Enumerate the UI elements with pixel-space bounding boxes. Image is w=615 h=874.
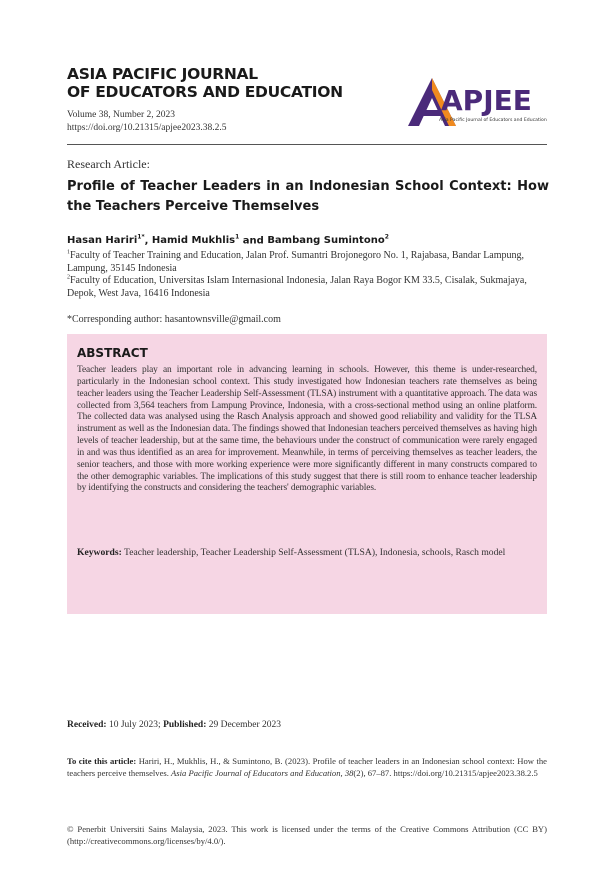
journal-title [67, 65, 387, 101]
journal-title-line2: OF EDUCATORS AND EDUCATION [67, 83, 343, 101]
citation-pages-doi[interactable]: (2), 67–87. https://doi.org/10.21315/apjee2023.38.2.5 [353, 768, 538, 778]
received-date: 10 July 2023; [108, 720, 161, 730]
logo-subtitle: Asia Pacific Journal of Educators and Education [439, 118, 547, 123]
affiliation-2-text: $^2$Faculty of Education, Universitas Islam Internasional Indonesia, Jalan Raya Bogor KM 33.5, Cisalak, Sukmajaya, Depok, West Java, 16416 Indonesia [67, 275, 527, 300]
journal-title-line1: ASIA PACIFIC JOURNAL [67, 65, 258, 83]
authors: Hasan Hariri$^{1*}$, Hamid Mukhlis$^1$ and Bambang Sumintono$^2$ [67, 234, 389, 247]
apjee-logo [405, 72, 555, 130]
citation-text: Hariri, H., Mukhlis, H., & Sumintono, B. (2023). Profile of teacher leaders in an Indonesian school context: How the teachers perceive themselves. [67, 756, 547, 778]
author-2: Hamid Mukhlis$^1$ [151, 234, 240, 247]
keywords-text: Teacher leadership, Teacher Leadership Self-Assessment (TLSA), Indonesia, schools, Rasch model [124, 547, 506, 558]
volume-info: Volume 38, Number 2, 2023 [67, 110, 176, 120]
apjee-triangle-logo-icon [405, 72, 555, 130]
affiliation-1-text: $^1$Faculty of Teacher Training and Education, Jalan Prof. Sumantri Brojonegoro No. 1, Rajabasa, Bandar Lampung, Lampung, 35145 Indonesia [67, 250, 525, 275]
dates [67, 720, 281, 730]
keywords-label: Keywords: [77, 547, 122, 558]
journal-meta [67, 109, 226, 135]
author-3: Bambang Sumintono$^2$ [267, 234, 389, 247]
header-divider [67, 144, 547, 145]
published-date: 29 December 2023 [208, 720, 282, 730]
author-1: Hasan Hariri$^{1*}$ [67, 234, 145, 247]
article-title: Profile of Teacher Leaders in an Indonesian School Context: How the Teachers Perceive Themselves [67, 179, 549, 214]
affiliation-2 [67, 272, 537, 301]
logo-text: APJEE [441, 84, 532, 117]
article-type: Research Article: [67, 157, 150, 171]
received-label: Received: [67, 720, 107, 730]
published-label: Published: [163, 720, 207, 730]
doi-link[interactable]: https://doi.org/10.21315/apjee2023.38.2.5 [67, 123, 227, 133]
citation-label: To cite this article: [67, 756, 137, 766]
citation-journal: Asia Pacific Journal of Educators and Education, [171, 768, 343, 778]
abstract-box [67, 334, 547, 614]
citation-volume: 38 [344, 768, 354, 778]
license-notice: © Penerbit Universiti Sains Malaysia, 2023. This work is licensed under the terms of the Creative Commons Attribution (CC BY) (http://creativecommons.org/licenses/by/4.0/). [67, 824, 547, 846]
abstract-body: Teacher leaders play an important role in advancing learning in schools. However, this theme is under-researched, particularly in the Indonesian school context. This study investigated how Indonesian teachers rate themselves as being teacher leaders using the Teacher Leadership Self-Assessment (TLSA) instrument with a quantitative approach. The data was collected from 3,564 teachers from Lampung Province, Indonesia, with a cross-sectional method using an online platform. The collected data was analysed using the Rasch Analysis approach and showed good reliability and validity for the TLSA instrument as well as the Indonesian data. The findings showed that Indonesian teachers perceived themselves as having high levels of teacher leadership, but at the same time, the behaviours under the construct of communication were rarely engaged in and was thus identified as an area for improvement. Meanwhile, in terms of perceiving themselves as teacher leaders, the senior teachers, and those with more working experience were more significantly different in many constructs compared to the other demographic variables. The implications of this study suggest that there is still room to enhance teacher leadership by identifying the constructs and considering the teachers' demographic variables. [77, 365, 537, 494]
corresponding-author: *Corresponding author: hasantownsville@gmail.com [67, 314, 281, 325]
abstract-heading: ABSTRACT [77, 346, 148, 360]
keywords [77, 547, 537, 559]
citation [67, 755, 547, 779]
